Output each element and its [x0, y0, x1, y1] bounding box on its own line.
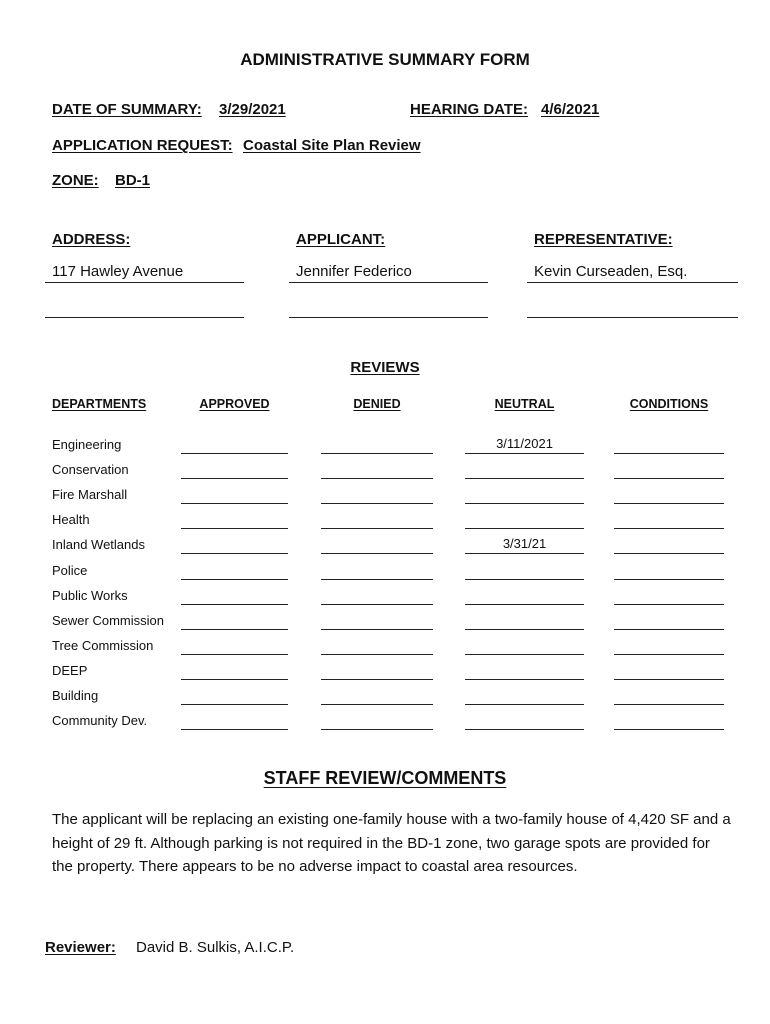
applicant-value: Jennifer Federico [296, 263, 412, 280]
denied-line [321, 579, 433, 580]
neutral-value: 3/11/2021 [496, 436, 553, 451]
denied-line [321, 729, 433, 730]
approved-line [181, 579, 288, 580]
approved-line [181, 528, 288, 529]
neutral-line [465, 654, 584, 655]
department-name: DEEP [52, 662, 88, 678]
department-name: Community Dev. [52, 713, 148, 729]
approved-line [181, 478, 288, 479]
conditions-line [614, 579, 724, 580]
conditions-line [614, 553, 724, 554]
neutral-line [465, 629, 584, 630]
neutral-line [465, 503, 584, 504]
department-name: Health [52, 512, 90, 528]
department-name: Conservation [52, 462, 129, 478]
denied-line [321, 503, 433, 504]
denied-line [321, 453, 433, 454]
col-conditions: CONDITIONS [629, 397, 709, 411]
neutral-line [465, 679, 584, 680]
neutral-line [465, 704, 584, 705]
department-name: Sewer Commission [52, 612, 164, 628]
col-denied: DENIED [353, 397, 401, 411]
conditions-line [614, 679, 724, 680]
conditions-line [614, 528, 724, 529]
application-request-value: Coastal Site Plan Review [243, 137, 421, 154]
conditions-line [614, 453, 724, 454]
denied-line [321, 654, 433, 655]
applicant-line [289, 282, 488, 283]
col-neutral: NEUTRAL [494, 397, 555, 411]
approved-line [181, 453, 288, 454]
department-name: Tree Commission [52, 637, 154, 653]
neutral-line [465, 553, 584, 554]
approved-line [181, 704, 288, 705]
department-name: Inland Wetlands [52, 537, 145, 553]
department-name: Public Works [52, 587, 128, 603]
neutral-value: 3/31/21 [502, 536, 547, 552]
neutral-line [465, 453, 584, 454]
hearing-date-value: 4/6/2021 [541, 101, 600, 118]
neutral-line [465, 478, 584, 479]
conditions-line [614, 604, 724, 605]
address-line-2 [45, 317, 244, 318]
denied-line [321, 629, 433, 630]
denied-line [321, 604, 433, 605]
department-name: Engineering [52, 437, 122, 452]
address-value: 117 Hawley Avenue [52, 263, 184, 280]
staff-review-title: STAFF REVIEW/COMMENTS [263, 768, 507, 788]
representative-label: REPRESENTATIVE: [534, 231, 673, 248]
denied-line [321, 553, 433, 554]
approved-line [181, 553, 288, 554]
neutral-line [465, 579, 584, 580]
col-approved: APPROVED [199, 397, 270, 411]
application-request-label: APPLICATION REQUEST: [52, 137, 233, 154]
col-departments: DEPARTMENTS [52, 397, 147, 411]
denied-line [321, 528, 433, 529]
zone-label: ZONE: [52, 172, 99, 189]
neutral-line [465, 729, 584, 730]
department-name: Fire Marshall [52, 487, 128, 503]
conditions-line [614, 704, 724, 705]
approved-line [181, 629, 288, 630]
approved-line [181, 729, 288, 730]
staff-comments: The applicant will be replacing an existing one-family house with a two-family house of 4,420 SF and a height of 29 ft. Although parking is not required in the BD-1 zone, two garage spots are provided for the property. There appears to be no adverse impact to coastal area resources. [52, 811, 731, 875]
conditions-line [614, 629, 724, 630]
department-name: Police [52, 562, 88, 578]
applicant-line-2 [289, 317, 488, 318]
neutral-line [465, 604, 584, 605]
hearing-date-label: HEARING DATE: [410, 101, 529, 118]
representative-line-2 [527, 317, 738, 318]
denied-line [321, 679, 433, 680]
conditions-line [614, 503, 724, 504]
approved-line [181, 604, 288, 605]
address-line [45, 282, 244, 283]
applicant-label: APPLICANT: [296, 231, 386, 248]
conditions-line [614, 729, 724, 730]
date-of-summary-value: 3/29/2021 [219, 101, 286, 118]
reviewer-value: David B. Sulkis, A.I.C.P. [136, 939, 295, 956]
zone-value: BD-1 [115, 172, 151, 189]
reviews-title: REVIEWS [350, 359, 420, 376]
conditions-line [614, 654, 724, 655]
address-label: ADDRESS: [52, 231, 131, 248]
denied-line [321, 478, 433, 479]
reviewer-label: Reviewer: [45, 939, 116, 956]
date-of-summary-label: DATE OF SUMMARY: [52, 101, 202, 118]
approved-line [181, 654, 288, 655]
approved-line [181, 679, 288, 680]
approved-line [181, 503, 288, 504]
representative-value: Kevin Curseaden, Esq. [534, 263, 688, 280]
representative-line [527, 282, 738, 283]
denied-line [321, 704, 433, 705]
department-name: Building [52, 688, 99, 703]
conditions-line [614, 478, 724, 479]
form-title: ADMINISTRATIVE SUMMARY FORM [240, 50, 530, 69]
neutral-line [465, 528, 584, 529]
